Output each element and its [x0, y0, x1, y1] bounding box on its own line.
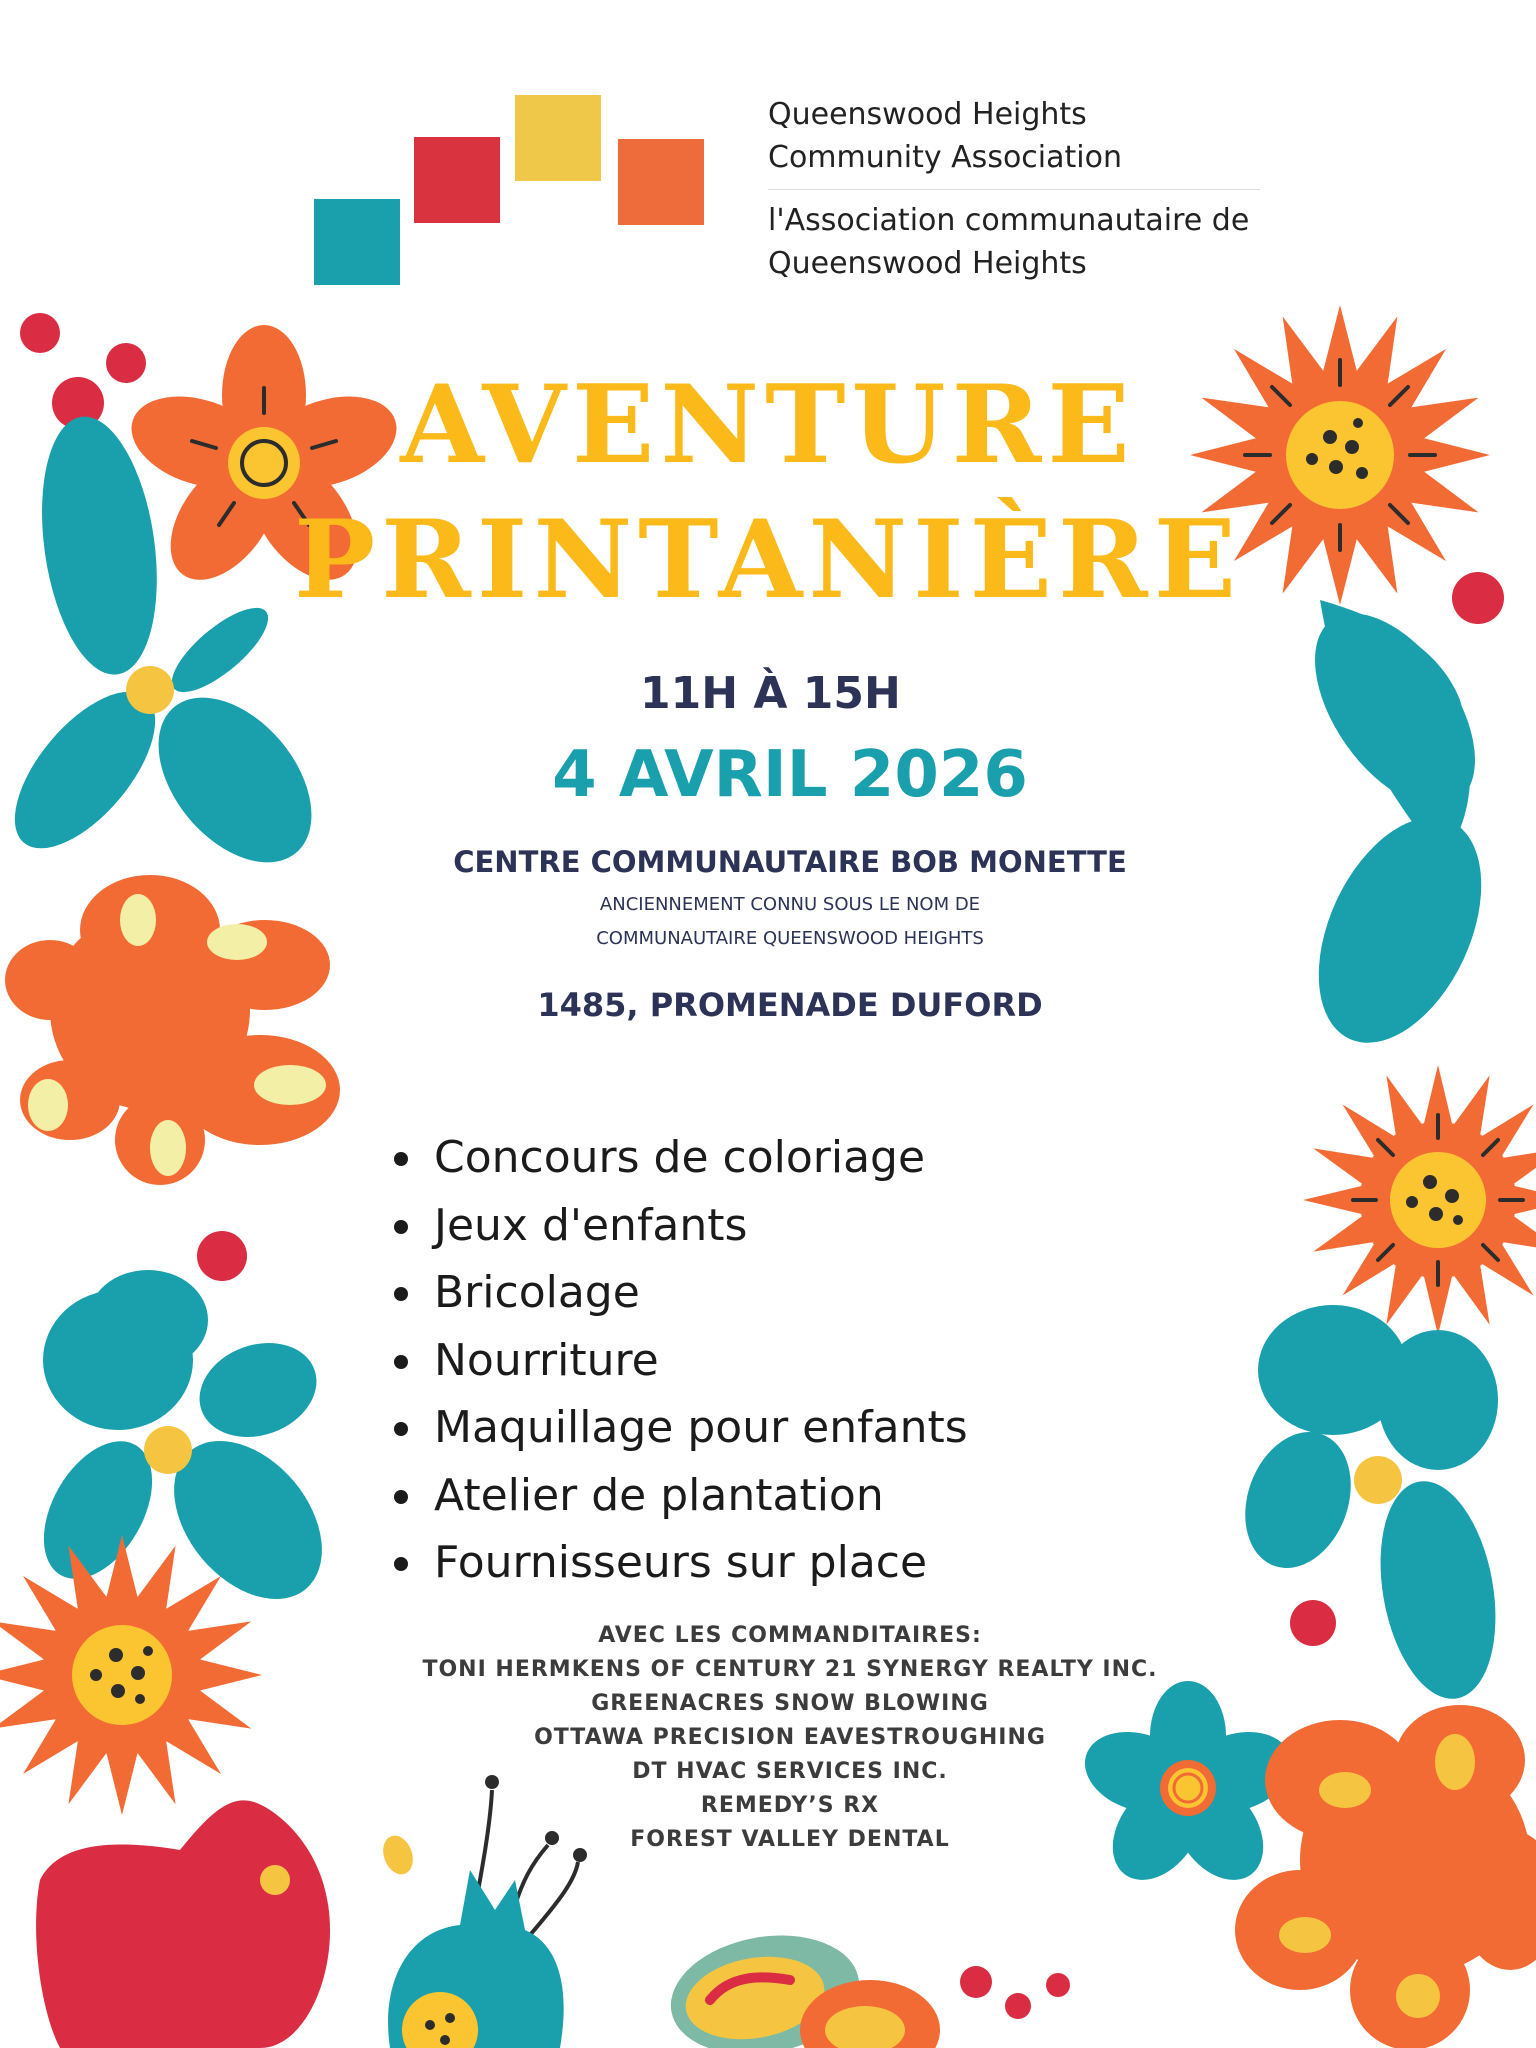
- sponsor-item: FOREST VALLEY DENTAL: [630, 1827, 950, 1852]
- activity-item: Maquillage pour enfants: [390, 1394, 968, 1462]
- org-name-en-line1: Queenswood Heights: [768, 97, 1087, 132]
- activity-item: Nourriture: [390, 1327, 968, 1395]
- event-title-line2: PRINTANIÈRE: [293, 497, 1243, 623]
- activity-item: Concours de coloriage: [390, 1124, 968, 1192]
- sponsor-item: DT HVAC SERVICES INC.: [632, 1759, 948, 1784]
- activities-list: [390, 1124, 968, 1597]
- org-divider: [768, 189, 1260, 190]
- sponsor-item: OTTAWA PRECISION EAVESTROUGHING: [534, 1725, 1046, 1750]
- org-name-en-line2: Community Association: [768, 140, 1122, 175]
- org-name-fr: [768, 199, 1249, 285]
- event-time: 11H À 15H: [640, 668, 901, 719]
- org-name-en: [768, 93, 1122, 179]
- activity-item: Atelier de plantation: [390, 1462, 968, 1530]
- sponsors-block: [0, 1619, 1536, 1857]
- activity-item: Fournisseurs sur place: [390, 1529, 968, 1597]
- sponsors-heading: AVEC LES COMMANDITAIRES:: [598, 1623, 982, 1648]
- yellow-dot: [260, 1865, 290, 1895]
- orange-blob-left: [5, 875, 340, 1185]
- org-name-fr-line1: l'Association communautaire de: [768, 203, 1250, 238]
- event-address: 1485, PROMENADE DUFORD: [537, 986, 1043, 1024]
- event-date: 4 AVRIL 2026: [552, 738, 1028, 812]
- orange-sunflower-right-middle: [1303, 1065, 1536, 1335]
- logo-squares: [314, 95, 704, 285]
- pod-bottom-center: [661, 1921, 940, 2048]
- venue-note-line2: COMMUNAUTAIRE QUEENSWOOD HEIGHTS: [596, 928, 984, 949]
- org-name-fr-line2: Queenswood Heights: [768, 246, 1087, 281]
- event-title-line1: AVENTURE: [400, 362, 1136, 488]
- event-venue: CENTRE COMMUNAUTAIRE BOB MONETTE: [453, 845, 1127, 879]
- sponsor-item: REMEDY’S RX: [700, 1793, 880, 1818]
- sponsor-item: GREENACRES SNOW BLOWING: [591, 1691, 989, 1716]
- activity-item: Jeux d'enfants: [390, 1192, 968, 1260]
- venue-note-line1: ANCIENNEMENT CONNU SOUS LE NOM DE: [599, 894, 981, 915]
- teal-flower-left-bottom: [22, 1270, 352, 1628]
- sponsor-item: TONI HERMKENS OF CENTURY 21 SYNERGY REALTY INC.: [422, 1657, 1158, 1682]
- activity-item: Bricolage: [390, 1259, 968, 1327]
